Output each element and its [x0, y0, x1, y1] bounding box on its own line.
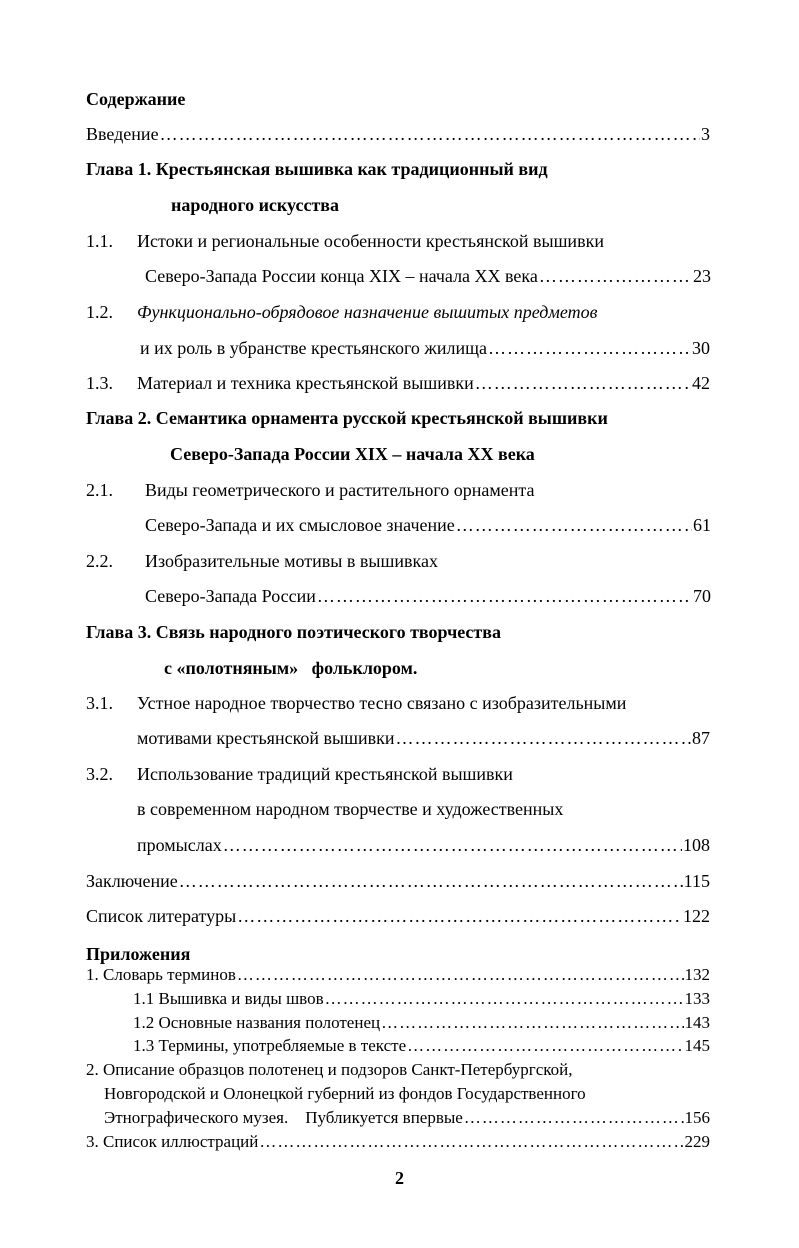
appendix-item-1-1[interactable]	[133, 988, 710, 1009]
section-3-2-title-cont: в современном народном творчестве и художественных	[137, 799, 564, 819]
section-1-2-title[interactable]: Функционально-обрядовое назначение вышитых предметов	[137, 302, 598, 322]
toc-entry-page: 108	[683, 835, 710, 855]
toc-entry-label: Северо-Запада России	[145, 586, 316, 606]
chapter-3-heading[interactable]: Глава 3. Связь народного поэтического творчества	[86, 622, 501, 642]
section-1-1-title[interactable]: Истоки и региональные особенности крестьянской вышивки	[137, 231, 604, 251]
toc-entry-label: и их роль в убранстве крестьянского жилища	[140, 338, 487, 358]
toc-entry-label: Северо-Запада и их смысловое значение	[145, 515, 455, 535]
toc-entry-label: 1.1 Вышивка и виды швов	[133, 989, 324, 1008]
toc-entry-label: 1.2 Основные названия полотенец	[133, 1013, 381, 1032]
appendix-item-1-2[interactable]	[133, 1012, 710, 1033]
section-number: 3.2.	[86, 764, 113, 784]
toc-entry-page: 143	[684, 1013, 710, 1032]
chapter-1-heading[interactable]: Глава 1. Крестьянская вышивка как традиционный вид	[86, 159, 548, 179]
toc-entry-label: мотивами крестьянской вышивки	[137, 728, 395, 748]
toc-entry-page: 3	[701, 124, 710, 144]
toc-entry-page: 229	[684, 1132, 710, 1151]
section-3-1-title[interactable]: Устное народное творчество тесно связано с изобразительными	[137, 693, 627, 713]
section-number: 2.1.	[86, 480, 113, 500]
toc-entry-page: 30	[692, 338, 710, 358]
appendix-item-2[interactable]	[104, 1107, 710, 1128]
toc-entry-label: Введение	[86, 124, 159, 144]
chapter-2-heading[interactable]: Глава 2. Семантика орнамента русской крестьянской вышивки	[86, 408, 608, 428]
page-title: Содержание	[86, 89, 186, 109]
toc-entry-page: 23	[693, 266, 711, 286]
toc-entry-page: 156	[684, 1108, 710, 1127]
toc-entry-1-1[interactable]	[145, 265, 711, 287]
toc-entry-page: 42	[692, 373, 710, 393]
toc-entry-introduction[interactable]	[86, 123, 710, 145]
chapter-3-heading-cont: с «полотняным» фольклором.	[164, 658, 418, 678]
section-number: 3.1.	[86, 693, 113, 713]
toc-entry-2-1[interactable]	[145, 514, 711, 536]
page-number: 2	[395, 1168, 404, 1188]
section-2-2-title[interactable]: Изобразительные мотивы в вышивках	[145, 551, 438, 571]
toc-entry-label: Заключение	[86, 871, 178, 891]
appendix-item-1-3[interactable]	[133, 1035, 710, 1056]
toc-entry-conclusion[interactable]	[86, 870, 710, 892]
toc-entry-bibliography[interactable]	[86, 905, 710, 927]
toc-entry-page: 87	[692, 728, 710, 748]
appendix-item-illustrations[interactable]	[86, 1131, 710, 1152]
appendix-item-glossary[interactable]	[86, 964, 710, 985]
appendix-title: Приложения	[86, 944, 191, 964]
toc-entry-page: 115	[683, 871, 710, 891]
section-number: 1.2.	[86, 302, 113, 322]
toc-entry-page: 133	[684, 989, 710, 1008]
chapter-2-heading-cont: Северо-Запада России XIX – начала XX века	[170, 444, 535, 464]
toc-entry-page: 61	[693, 515, 711, 535]
toc-entry-1-3[interactable]	[137, 372, 710, 394]
toc-entry-label: Материал и техника крестьянской вышивки	[137, 373, 474, 393]
toc-entry-3-1[interactable]	[137, 727, 710, 749]
toc-entry-label: Северо-Запада России конца XIX – начала XX века	[145, 266, 538, 286]
toc-entry-label: Этнографического музея. Публикуется впервые	[104, 1108, 463, 1127]
section-2-1-title[interactable]: Виды геометрического и растительного орнамента	[145, 480, 535, 500]
appendix-item-2-line1[interactable]: 2. Описание образцов полотенец и подзоров Санкт-Петербургской,	[86, 1060, 573, 1079]
toc-entry-label: 1.3 Термины, употребляемые в тексте	[133, 1036, 407, 1055]
section-number: 1.3.	[86, 373, 113, 393]
toc-entry-page: 122	[683, 906, 710, 926]
section-number: 1.1.	[86, 231, 113, 251]
toc-entry-2-2[interactable]	[145, 585, 711, 607]
chapter-1-heading-cont: народного искусства	[171, 195, 340, 215]
toc-entry-3-2[interactable]	[137, 834, 710, 856]
toc-entry-page: 70	[693, 586, 711, 606]
toc-entry-label: 1. Словарь терминов	[86, 965, 236, 984]
section-3-2-title[interactable]: Использование традиций крестьянской вышивки	[137, 764, 513, 784]
toc-entry-page: 145	[684, 1036, 710, 1055]
toc-entry-label: Список литературы	[86, 906, 237, 926]
toc-entry-label: 3. Список иллюстраций	[86, 1132, 259, 1151]
section-number: 2.2.	[86, 551, 113, 571]
toc-entry-page: 132	[684, 965, 710, 984]
appendix-item-2-line2: Новгородской и Олонецкой губерний из фондов Государственного	[104, 1084, 586, 1103]
toc-entry-label: промыслах	[137, 835, 222, 855]
toc-entry-1-2[interactable]	[140, 337, 710, 359]
